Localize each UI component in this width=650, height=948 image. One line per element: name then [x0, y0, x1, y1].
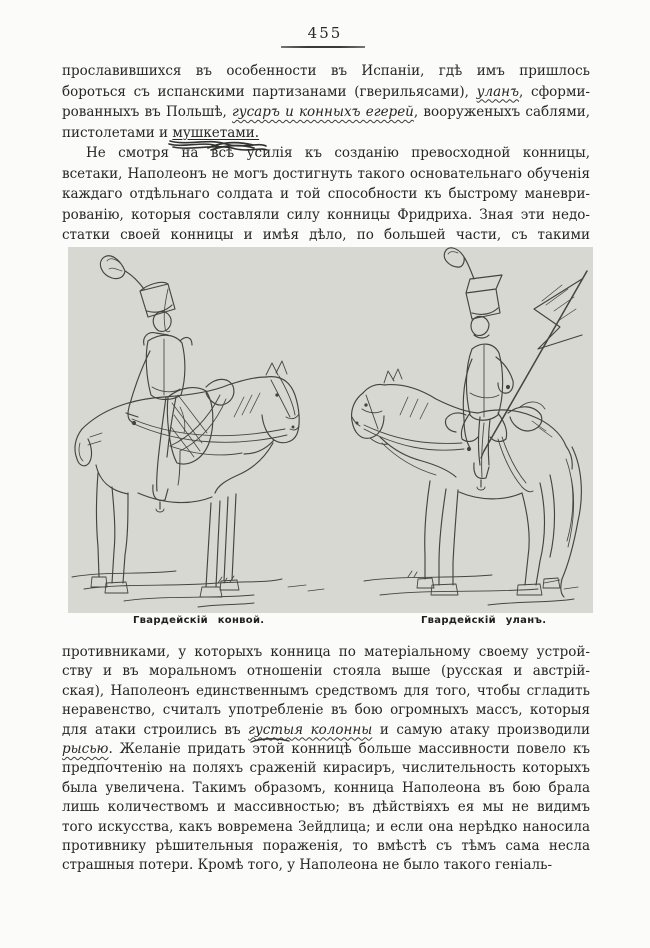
engraving-panel: [68, 247, 593, 613]
text-run: этой: [252, 740, 285, 757]
text-line: ская), Наполеонъ единственнымъ средствомъ для того, чтобы сгладить: [62, 682, 590, 699]
engraving-two-horsemen: [68, 247, 593, 613]
text-line: всетаки, Наполеонъ не могъ достигнуть такого основательнаго обученія: [62, 165, 590, 182]
text-line: была увеличена. Такимъ образомъ, конница Наполеона въ бою брала: [62, 779, 590, 796]
text-run: . Желаніе придать: [108, 740, 253, 757]
figure-caption-right: Гвардейскій уланъ.: [421, 615, 547, 626]
text-line: того искусства, какъ вовремена Зейдлица; и если она нерѣдко наносила: [62, 818, 590, 835]
text-run: пистолетами и: [62, 124, 173, 141]
text-run: рованныхъ въ Польшѣ,: [62, 104, 232, 120]
text-run: , вооруженыхъ саблями,: [413, 104, 590, 120]
pencil-overlined-word: [252, 741, 284, 757]
text-line: прославившихся въ особенности въ Испаніи, гдѣ имъ пришлось: [62, 63, 590, 79]
page-number-rule: [281, 46, 365, 48]
text-line: противниками, у которыхъ конница по матеріальному своему устрой-: [62, 644, 590, 660]
text-line: [62, 143, 590, 164]
lower-text-column: [62, 643, 590, 876]
text-line: неравенство, считалъ употребленіе въ бою огромныхъ массъ, которыя: [62, 702, 590, 719]
text-line: предпочтенію на поляхъ сраженій кирасиръ, числительность которыхъ: [62, 760, 590, 777]
underlined-term: рысью: [62, 740, 109, 757]
text-line: страшныя потери. Кромѣ того, у Наполеона не было такого геніаль-: [62, 857, 553, 874]
page-number: 455: [307, 24, 343, 42]
text-line: [62, 740, 590, 759]
text-run: и самую атаку производили: [372, 721, 591, 738]
underlined-term: густыя колонны: [248, 721, 373, 738]
text-line: противнику рѣшительныя пораженія, то вмѣстѣ съ тѣмъ сама несла: [62, 837, 590, 854]
text-line: ству и въ моральномъ отношеніи стояла выше (русская и австрій-: [62, 663, 590, 680]
upper-text-column: [62, 61, 590, 246]
text-line: [62, 82, 590, 103]
underlined-term: гусаръ и конныхъ егерей: [231, 104, 414, 120]
figure-caption-left: Гвардейскій конвой.: [133, 615, 265, 626]
text-line: [62, 721, 590, 740]
text-run: , сформи-: [519, 83, 590, 100]
left-horseman-sketch: [72, 256, 324, 607]
right-horseman-sketch: [352, 248, 587, 605]
text-run: всѣ: [210, 145, 235, 161]
pencil-marked-word: [211, 145, 234, 161]
text-line: [62, 123, 590, 144]
pencil-underlined-term: [172, 125, 259, 141]
text-line: рованію, которыя составляли силу конницы Фридриха. Зная эти недо-: [62, 206, 590, 223]
text-run: мушкетами.: [172, 124, 260, 141]
text-run: для атаки строились въ: [62, 721, 249, 738]
text-run: конницѣ больше массивности повело къ: [284, 740, 590, 757]
text-run: Не смотря на: [86, 145, 211, 161]
text-line: [62, 102, 590, 123]
text-run: усилія къ созданію превосходной конницы,: [234, 145, 591, 161]
text-line: лишь количествомъ и массивностью; въ дѣйствіяхъ ея мы не видимъ: [62, 799, 590, 816]
text-line: статки своей конницы и имѣя дѣло, по большей части, съ такими: [62, 227, 590, 243]
text-run: бороться съ испанскими партизанами (гверильясами),: [62, 83, 477, 100]
text-line: каждаго отдѣльнаго солдата и той способности къ быстрому маневри-: [62, 186, 590, 202]
underlined-term: уланъ: [476, 83, 520, 100]
